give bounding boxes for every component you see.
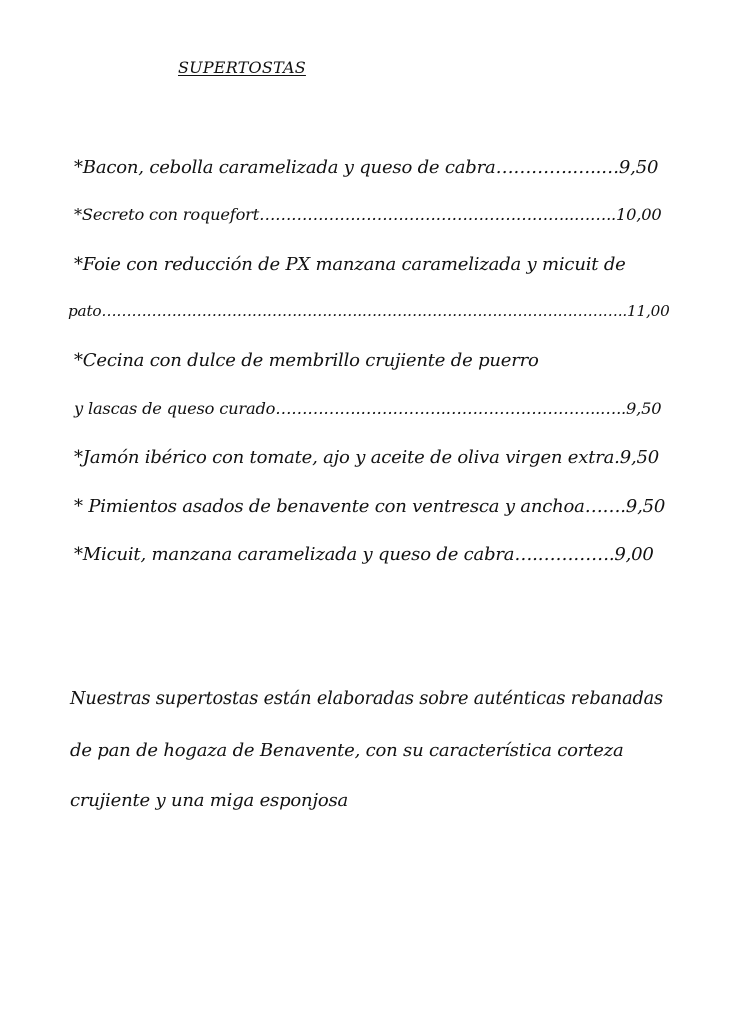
- menu-item-micuit: *Micuit, manzana caramelizada y queso de cabra….………….9,00: [74, 544, 654, 565]
- menu-item-cecina: *Cecina con dulce de membrillo crujiente de puerro: [74, 350, 539, 371]
- menu-title: SUPERTOSTAS: [178, 58, 306, 77]
- menu-item-cecina-continued: y lascas de queso curado…………….…………….………………………..…..9,50: [74, 399, 662, 418]
- menu-item-secreto: *Secreto con roquefort…………………………………………………..……..10,00: [74, 205, 662, 224]
- description-line: Nuestras supertostas están elaboradas sobre auténticas rebanadas: [70, 689, 663, 709]
- menu-item-bacon: *Bacon, cebolla caramelizada y queso de cabra………….…..…9,50: [74, 157, 659, 178]
- menu-item-foie: *Foie con reducción de PX manzana caramelizada y micuit de: [74, 254, 626, 275]
- description-line: de pan de hogaza de Benavente, con su característica corteza: [70, 740, 624, 761]
- menu-item-jamon: *Jamón ibérico con tomate, ajo y aceite de oliva virgen extra.9,50: [74, 447, 659, 468]
- menu-item-pimientos: * Pimientos asados de benavente con ventresca y anchoa…….9,50: [74, 496, 666, 517]
- menu-item-foie-continued: pato…………………………………………….……………………………………………..11,00: [68, 302, 670, 320]
- description-line: crujiente y una miga esponjosa: [70, 790, 349, 811]
